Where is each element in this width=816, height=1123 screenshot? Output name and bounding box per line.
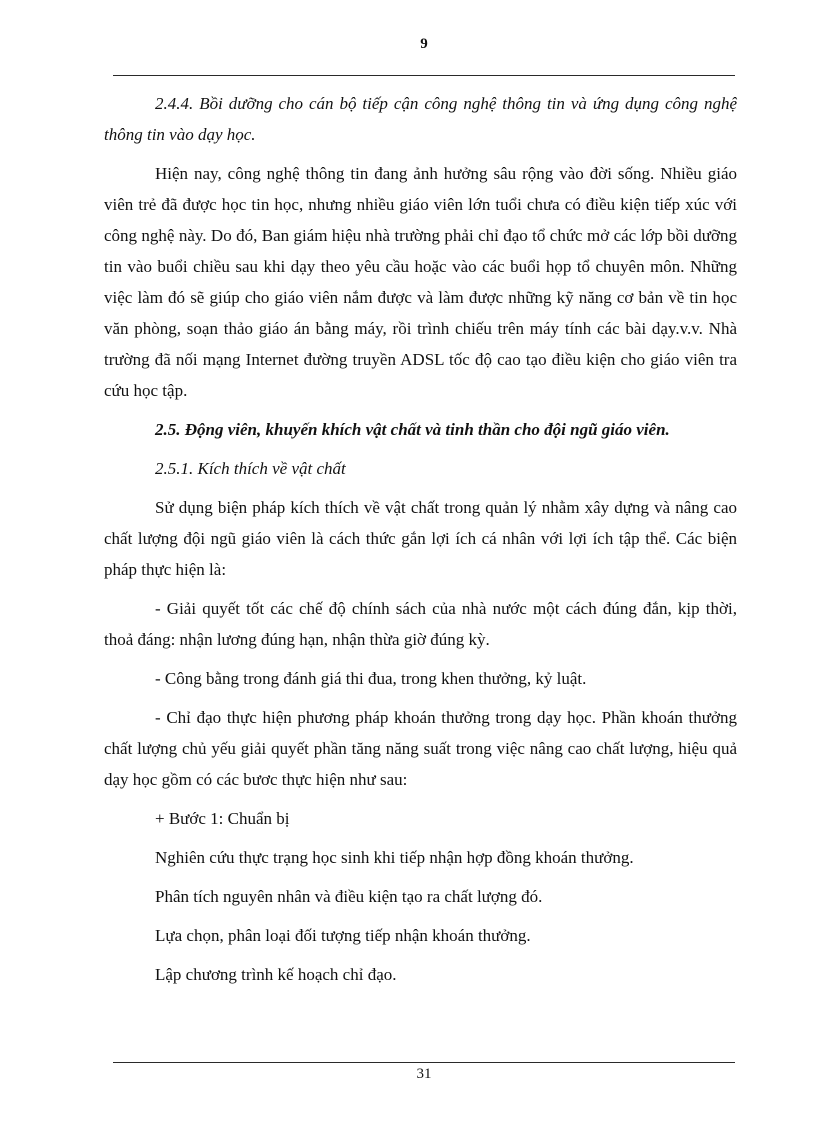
bullet-policy-settlement: - Giải quyết tốt các chế độ chính sách của nhà nước một cách đúng đắn, kịp thời, thoả đáng: nhận lương đúng hạn, nhận thừa giờ đúng kỳ.: [104, 599, 737, 649]
bullet-fair-evaluation: - Công bằng trong đánh giá thi đua, trong khen thưởng, kỷ luật.: [155, 669, 587, 688]
paragraph-it-overview: Hiện nay, công nghệ thông tin đang ảnh hưởng sâu rộng vào đời sống. Nhiều giáo viên trẻ đã được học tin học, nhưng nhiều giáo viên lớn tuổi chưa có điều kiện tiếp xúc với công nghệ này. Do đó, Ban giám hiệu nhà trường phải chỉ đạo tổ chức mở các lớp bồi dưỡng tin vào buổi chiều sau khi dạy theo yêu cầu hoặc vào các buổi họp tổ chuyên môn. Những việc làm đó sẽ giúp cho giáo viên nắm được và làm được những kỹ năng cơ bản về tin học văn phòng, soạn thảo giáo án bằng máy, rồi trình chiếu trên máy tính các bài dạy.v.v. Nhà trường đã nối mạng Internet đường truyền ADSL tốc độ cao tạo điều kiện cho giáo viên tra cứu học tập.: [104, 164, 737, 400]
section-heading-2-4-4: 2.4.4. Bồi dưỡng cho cán bộ tiếp cận công nghệ thông tin và ứng dụng công nghệ thông tin vào dạy học.: [104, 94, 737, 144]
section-heading-2-5: 2.5. Động viên, khuyến khích vật chất và tinh thần cho đội ngũ giáo viên.: [155, 420, 670, 439]
section-heading-2-5-1: 2.5.1. Kích thích về vật chất: [155, 459, 346, 478]
step-line-plan: Lập chương trình kế hoạch chỉ đạo.: [155, 965, 397, 984]
step-line-analyze: Phân tích nguyên nhân và điều kiện tạo ra chất lượng đó.: [155, 887, 543, 906]
step-line-research: Nghiên cứu thực trạng học sinh khi tiếp nhận hợp đồng khoán thưởng.: [155, 848, 634, 867]
footer-divider-line: [113, 1062, 735, 1063]
header-page-number: 9: [420, 36, 428, 52]
step-1-heading: + Bước 1: Chuẩn bị: [155, 809, 290, 828]
paragraph-material-incentive: Sử dụng biện pháp kích thích về vật chất trong quản lý nhằm xây dựng và nâng cao chất lượng đội ngũ giáo viên là cách thức gắn lợi ích cá nhân với lợi ích tập thể. Các biện pháp thực hiện là:: [104, 498, 737, 579]
footer-page-number: 31: [416, 1066, 432, 1082]
header-divider-line: [113, 75, 735, 76]
bullet-reward-contract: - Chỉ đạo thực hiện phương pháp khoán thưởng trong dạy học. Phần khoán thưởng chất lượng chủ yếu giải quyết phần tăng năng suất trong việc nâng cao chất lượng, hiệu quả dạy học gồm có các bươc thực hiện như sau:: [104, 708, 737, 789]
step-line-select: Lựa chọn, phân loại đối tượng tiếp nhận khoán thưởng.: [155, 926, 531, 945]
document-body: [104, 88, 737, 998]
